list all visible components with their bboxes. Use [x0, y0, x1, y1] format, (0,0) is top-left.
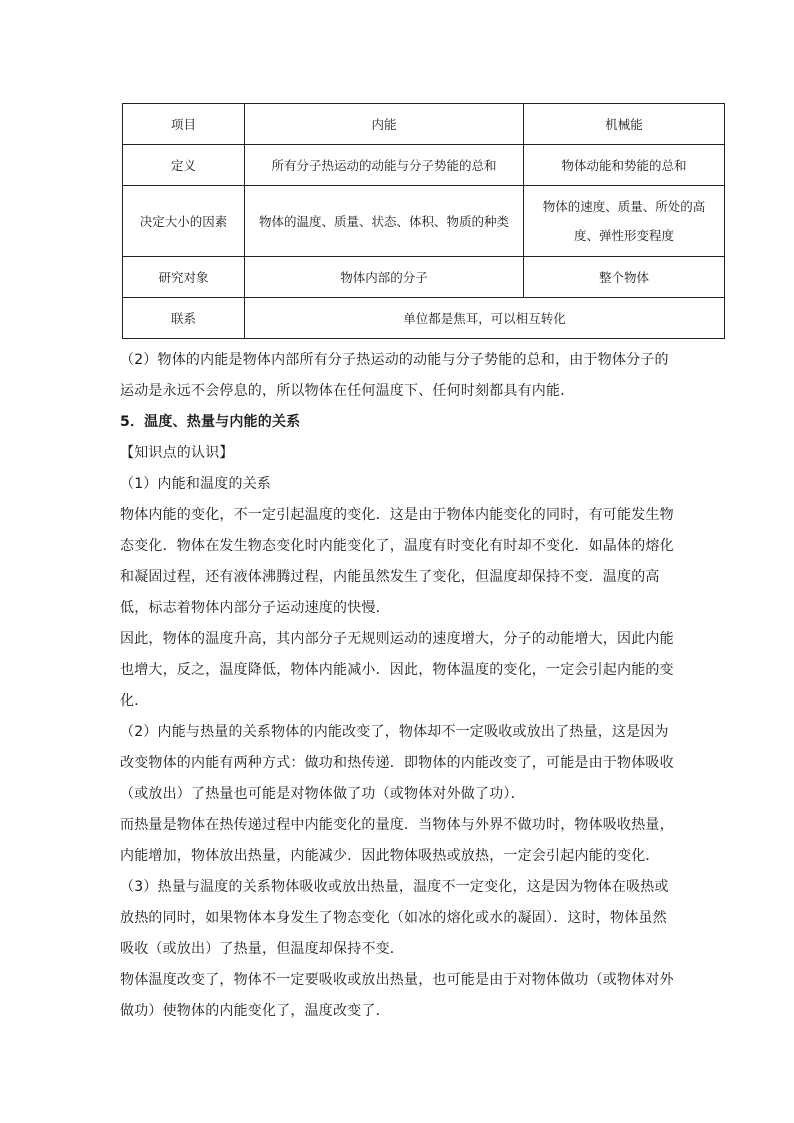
internal-energy-cell: 物体的温度、质量、状态、体积、物质的种类 — [245, 186, 524, 257]
internal-energy-cell: 所有分子热运动的动能与分子势能的总和 — [245, 145, 524, 186]
body-text — [120, 345, 680, 1027]
knowledge-label: 【知识点的认识】 — [120, 445, 234, 461]
section-heading: 5．温度、热量与内能的关系 — [120, 414, 301, 430]
paragraph: 物体温度改变了，物体不一定要吸收或放出热量，也可能是由于对物体做功（或物体对外做功）使物体的内能变化了，温度改变了． — [120, 972, 674, 1019]
paragraph: 物体内能的变化，不一定引起温度的变化．这是由于物体内能变化的同时，有可能发生物态变化．物体在发生物态变化时内能变化了，温度有时变化有时却不变化．如晶体的熔化和凝固过程，还有液体沸腾过程，内能虽然发生了变化，但温度却保持不变．温度的高低，标志着物体内部分子运动速度的快慢． — [120, 507, 674, 616]
table-row — [123, 257, 725, 298]
row-label-cell: 联系 — [123, 298, 245, 339]
table-header-cell: 项目 — [123, 104, 245, 145]
internal-energy-cell: 物体内部的分子 — [245, 257, 524, 298]
table-header-row — [123, 104, 725, 145]
table-row — [123, 298, 725, 339]
table-row — [123, 145, 725, 186]
table-header-cell: 内能 — [245, 104, 524, 145]
paragraph: （2）内能与热量的关系物体的内能改变了，物体却不一定吸收或放出了热量，这是因为改变物体的内能有两种方式：做功和热传递．即物体的内能改变了，可能是由于物体吸收（或放出）了热量也可能是对物体做了功（或物体对外做了功）． — [120, 724, 674, 802]
table-row — [123, 186, 725, 257]
paragraph: （2）物体的内能是物体内部所有分子热运动的动能与分子势能的总和，由于物体分子的运动是永远不会停息的，所以物体在任何温度下、任何时刻都具有内能． — [120, 352, 669, 399]
mechanical-energy-cell: 物体动能和势能的总和 — [524, 145, 725, 186]
row-label-cell: 决定大小的因素 — [123, 186, 245, 257]
subheading: （1）内能和温度的关系 — [120, 476, 272, 492]
row-label-cell: 定义 — [123, 145, 245, 186]
paragraph: 而热量是物体在热传递过程中内能变化的量度．当物体与外界不做功时，物体吸收热量，内能增加，物体放出热量，内能减少．因此物体吸热或放热，一定会引起内能的变化． — [120, 817, 674, 864]
merged-relation-cell: 单位都是焦耳，可以相互转化 — [245, 298, 725, 339]
paragraph: （3）热量与温度的关系物体吸收或放出热量，温度不一定变化，这是因为物体在吸热或放热的同时，如果物体本身发生了物态变化（如冰的熔化或水的凝固）．这时，物体虽然吸收（或放出）了热量，但温度却保持不变． — [120, 879, 669, 957]
row-label-cell: 研究对象 — [123, 257, 245, 298]
mechanical-energy-cell: 整个物体 — [524, 257, 725, 298]
table-header-cell: 机械能 — [524, 104, 725, 145]
paragraph: 因此，物体的温度升高，其内部分子无规则运动的速度增大，分子的动能增大，因此内能也增大，反之，温度降低，物体内能减小．因此，物体温度的变化，一定会引起内能的变化． — [120, 631, 674, 709]
comparison-table — [122, 103, 725, 339]
mechanical-energy-cell: 物体的速度、质量、所处的高度、弹性形变程度 — [524, 186, 725, 257]
